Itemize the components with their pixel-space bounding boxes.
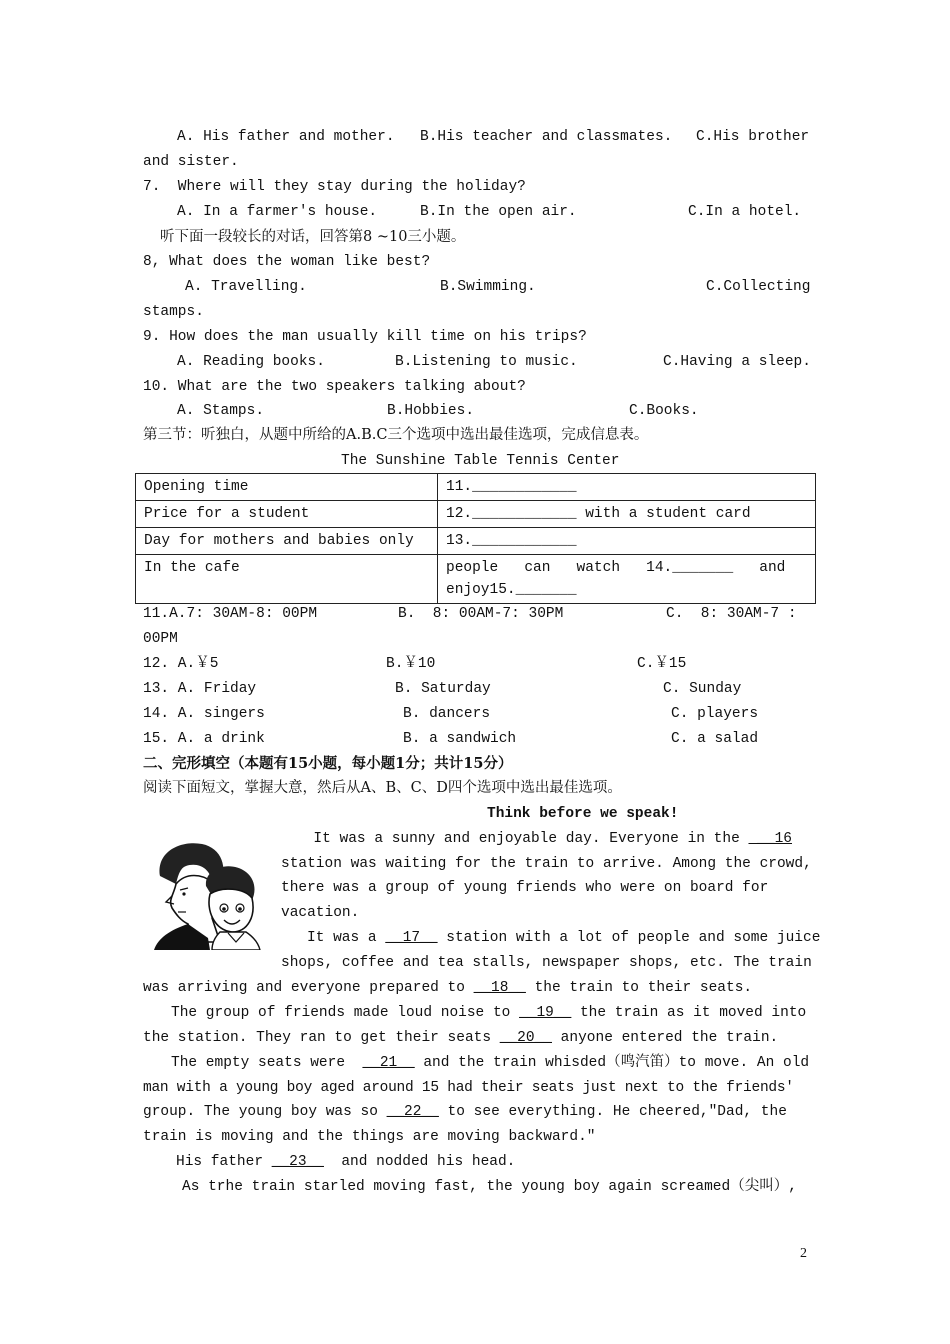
story-text: and the train whisded（鸣汽笛）to move. An old: [414, 1055, 810, 1071]
blank-20: __20__: [499, 1030, 552, 1046]
q13-option-a: 13. A. Friday: [143, 681, 257, 697]
story-line: [143, 1102, 787, 1122]
q13-option-b: B. Saturday: [395, 681, 491, 697]
q15-option-b: B. a sandwich: [403, 731, 517, 747]
story-text: the train to their seats.: [525, 980, 753, 996]
q8-option-c: C.Collecting: [706, 279, 811, 295]
q15-option-c: C. a salad: [671, 731, 759, 747]
table-cell-label: In the cafe: [136, 555, 438, 604]
part2-instruction: 阅读下面短文，掌握大意，然后从A、B、C、D四个选项中选出最佳选项。: [143, 780, 622, 796]
blank-17: __17__: [385, 930, 438, 946]
q9-option-b: B.Listening to music.: [395, 354, 578, 370]
q8-question: 8, What does the woman like best?: [143, 254, 431, 270]
q9-option-a: A. Reading books.: [177, 354, 325, 370]
blank-19: __19__: [519, 1005, 572, 1021]
story-line: [296, 829, 792, 849]
story-text: to see everything. He cheered,"Dad, the: [438, 1104, 787, 1120]
q13-option-c: C. Sunday: [663, 681, 742, 697]
q12-option-b: B.￥10: [386, 656, 436, 672]
q12-option-c: C.￥15: [637, 656, 687, 672]
q7-option-c: C.In a hotel.: [688, 204, 802, 220]
q11-option-c-cont: 00PM: [143, 631, 178, 647]
table-cell-value: [438, 555, 816, 604]
table-cell-value: 11.____________: [438, 474, 816, 501]
table-title: The Sunshine Table Tennis Center: [341, 453, 620, 469]
q6-option-b: B.His teacher and classmates.: [420, 129, 673, 145]
instruction-8-10: 听下面一段较长的对话，回答第8 ~10三小题。: [160, 229, 466, 245]
story-line: train is moving and the things are moving backward.": [143, 1129, 596, 1145]
story-line: vacation.: [281, 905, 360, 921]
info-table: [135, 473, 816, 604]
blank-16: __16: [748, 831, 792, 847]
q6-option-c: C.His brother: [696, 129, 810, 145]
q8-option-b: B.Swimming.: [440, 279, 536, 295]
q11-option-b: B. 8: 00AM-7: 30PM: [398, 606, 564, 622]
story-text: the train as it moved into: [571, 1005, 807, 1021]
q7-option-a: A. In a farmer's house.: [177, 204, 378, 220]
q11-option-a: 11.A.7: 30AM-8: 00PM: [143, 606, 318, 622]
table-cell-value: 12.____________ with a student card: [438, 501, 816, 528]
q10-option-a: A. Stamps.: [177, 403, 265, 419]
story-text: and nodded his head.: [323, 1154, 516, 1170]
table-cell-label: Opening time: [136, 474, 438, 501]
q8-option-a: A. Travelling.: [185, 279, 307, 295]
table-row: [136, 555, 816, 604]
q7-question: 7. Where will they stay during the holiday?: [143, 179, 526, 195]
q10-question: 10. What are the two speakers talking about?: [143, 379, 526, 395]
story-line: [307, 928, 820, 948]
q10-option-b: B.Hobbies.: [387, 403, 475, 419]
q14-option-a: 14. A. singers: [143, 706, 265, 722]
blank-23: __23__: [271, 1154, 324, 1170]
story-text: station with a lot of people and some juice: [437, 930, 821, 946]
story-line: [143, 978, 752, 998]
story-text: It was a: [307, 930, 386, 946]
story-text: It was a sunny and enjoyable day. Everyone in the: [296, 831, 749, 847]
q6-option-c-cont: and sister.: [143, 154, 239, 170]
story-line: [171, 1003, 806, 1023]
story-text: was arriving and everyone prepared to: [143, 980, 474, 996]
q8-option-c-cont: stamps.: [143, 304, 204, 320]
q7-option-b: B.In the open air.: [420, 204, 577, 220]
q6-option-a: A. His father and mother.: [177, 129, 395, 145]
story-title: Think before we speak!: [487, 806, 679, 822]
blank-18: __18__: [473, 980, 526, 996]
part2-title: 二、完形填空（本题有15小题，每小题1分；共计15分）: [143, 755, 513, 772]
story-text: The group of friends made loud noise to: [171, 1005, 520, 1021]
story-line: [143, 1028, 778, 1048]
story-text: group. The young boy was so: [143, 1104, 387, 1120]
q9-option-c: C.Having a sleep.: [663, 354, 811, 370]
table-row: [136, 501, 816, 528]
q14-option-b: B. dancers: [403, 706, 491, 722]
table-cell-label: Day for mothers and babies only: [136, 528, 438, 555]
story-text: His father: [176, 1154, 272, 1170]
table-cell-value: 13.____________: [438, 528, 816, 555]
story-line: man with a young boy aged around 15 had their seats just next to the friends': [143, 1080, 794, 1096]
q9-question: 9. How does the man usually kill time on his trips?: [143, 329, 587, 345]
table-row: [136, 474, 816, 501]
table-cell-line: enjoy15._______: [446, 582, 577, 598]
q10-option-c: C.Books.: [629, 403, 699, 419]
blank-22: __22__: [386, 1104, 439, 1120]
story-text: The empty seats were: [171, 1055, 363, 1071]
story-line: shops, coffee and tea stalls, newspaper shops, etc. The train: [281, 955, 812, 971]
story-line: [176, 1152, 515, 1172]
story-text: anyone entered the train.: [551, 1030, 779, 1046]
q15-option-a: 15. A. a drink: [143, 731, 265, 747]
story-line: there was a group of young friends who were on board for: [281, 880, 769, 896]
man-and-boy-illustration: [150, 838, 272, 950]
story-line: [171, 1053, 809, 1073]
blank-21: __21__: [362, 1055, 415, 1071]
q12-option-a: 12. A.￥5: [143, 656, 219, 672]
table-cell-label: Price for a student: [136, 501, 438, 528]
story-line: station was waiting for the train to arrive. Among the crowd,: [281, 856, 812, 872]
page-number: 2: [800, 1246, 807, 1261]
q14-option-c: C. players: [671, 706, 759, 722]
table-row: [136, 528, 816, 555]
q11-option-c: C. 8: 30AM-7 :: [666, 606, 797, 622]
section3-instruction: 第三节：听独白，从题中所给的A.B.C三个选项中选出最佳选项，完成信息表。: [143, 427, 649, 443]
table-cell-line: people can watch 14._______ and: [446, 560, 786, 576]
story-text: the station. They ran to get their seats: [143, 1030, 500, 1046]
story-line: As trhe train starled moving fast, the young boy again screamed（尖叫）,: [182, 1179, 797, 1195]
